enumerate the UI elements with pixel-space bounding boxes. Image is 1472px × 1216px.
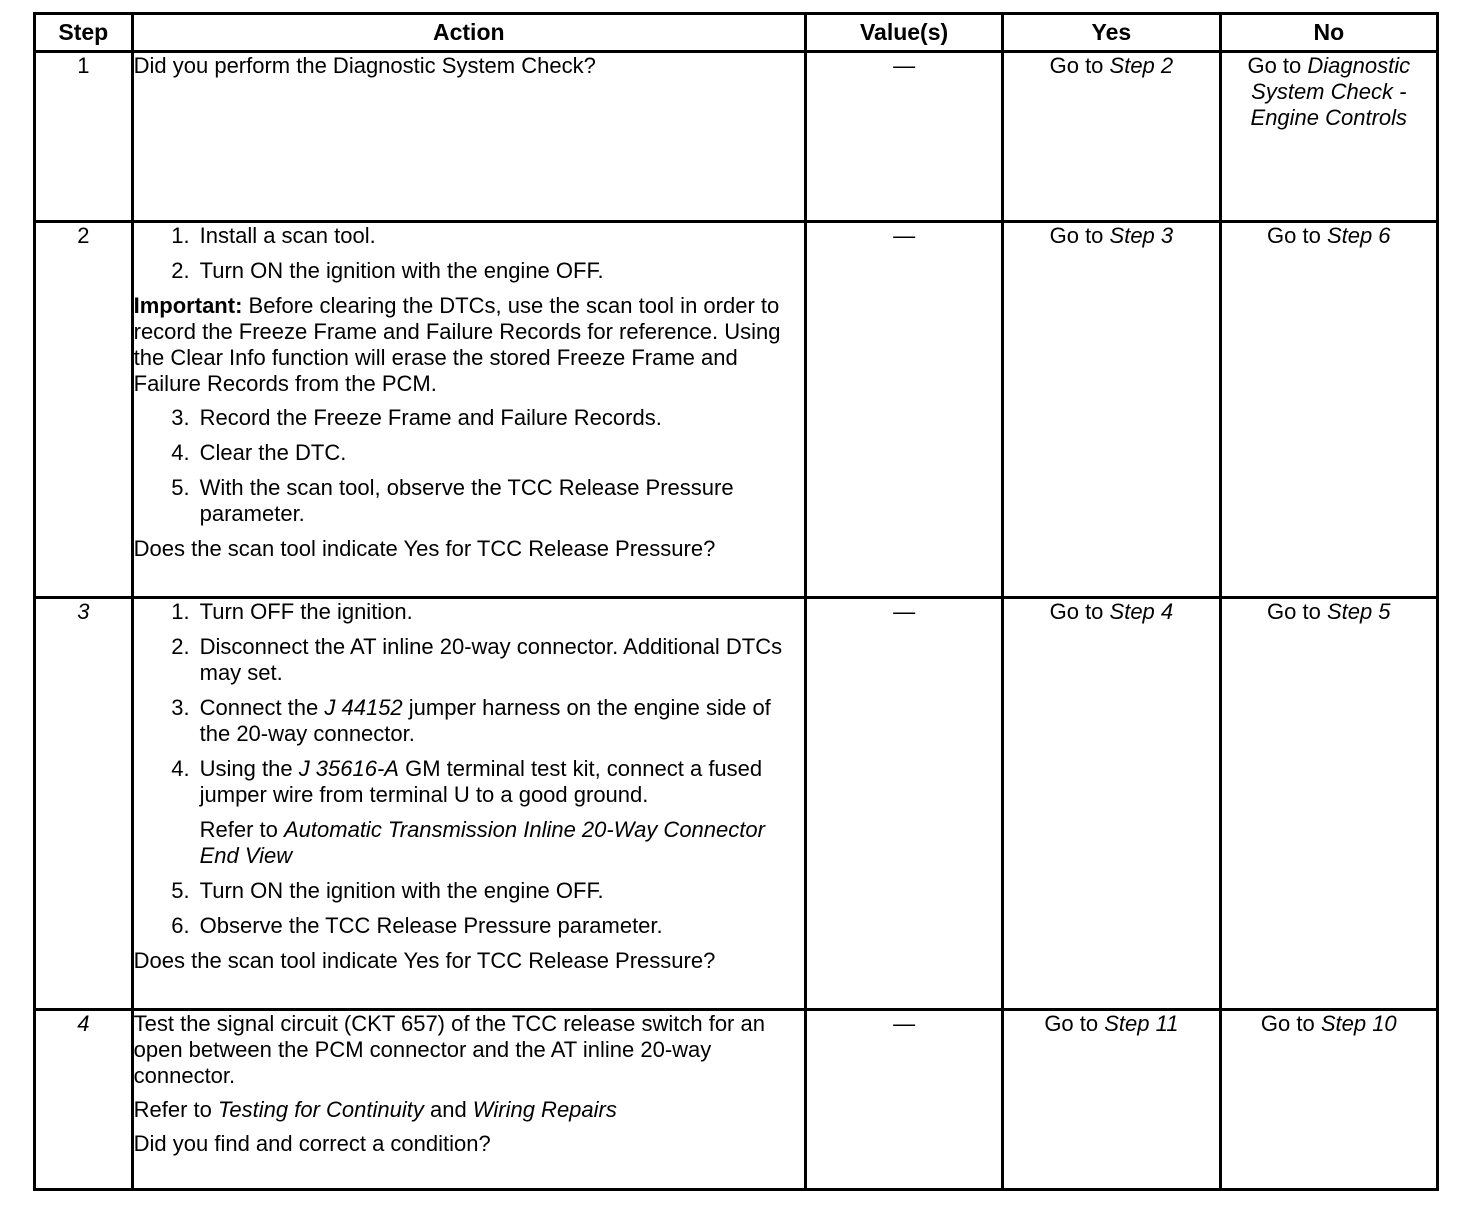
step-number: 3 xyxy=(35,598,133,1010)
item-number: 4. xyxy=(171,756,190,781)
item-text xyxy=(200,756,804,808)
no-cell xyxy=(1220,222,1437,598)
item-number: 6. xyxy=(171,913,190,938)
goto-label: Go to xyxy=(1049,53,1110,78)
instruction-list xyxy=(134,223,804,284)
item-text: Turn ON the ignition with the engine OFF. xyxy=(199,258,604,283)
goto-step-link[interactable]: Step 3 xyxy=(1109,223,1174,248)
list-item xyxy=(134,878,804,904)
item-number: 5. xyxy=(171,475,190,500)
continuity-test-link[interactable]: Testing for Continuity xyxy=(218,1097,424,1122)
goto-procedure-link[interactable]: Diagnostic System Check - Engine Controls xyxy=(1250,53,1411,130)
goto-label: Go to xyxy=(1049,599,1110,624)
list-item xyxy=(134,475,804,527)
value-cell: — xyxy=(805,222,1002,598)
item-text xyxy=(200,695,804,747)
no-cell xyxy=(1220,52,1437,222)
item-number: 3. xyxy=(171,695,190,720)
item-number: 2. xyxy=(171,258,190,283)
item-text: Turn OFF the ignition. xyxy=(199,599,413,624)
list-item xyxy=(134,695,804,747)
value-cell: — xyxy=(805,598,1002,1010)
action-cell xyxy=(132,598,805,1010)
instruction-text: Test the signal circuit (CKT 657) of the TCC release switch for an open between the PCM connector and the AT inline 20-way connector. xyxy=(133,1011,765,1088)
goto-label: Go to xyxy=(1247,53,1308,78)
yes-cell xyxy=(1003,1010,1220,1190)
instruction-list xyxy=(134,599,804,939)
text-fragment: jumper harness on the engine side of the 20-way connector. xyxy=(199,695,771,746)
list-item xyxy=(134,756,804,808)
wiring-repairs-link[interactable]: Wiring Repairs xyxy=(472,1097,617,1122)
yes-cell xyxy=(1003,222,1220,598)
table-row xyxy=(35,222,1438,598)
table-row xyxy=(35,1010,1438,1190)
item-text: Observe the TCC Release Pressure parameter. xyxy=(199,913,663,938)
goto-label: Go to xyxy=(1267,223,1327,248)
no-cell xyxy=(1220,1010,1437,1190)
action-cell xyxy=(132,222,805,598)
list-item xyxy=(134,258,804,284)
item-text: Record the Freeze Frame and Failure Records. xyxy=(199,405,662,430)
question-text: Does the scan tool indicate Yes for TCC Release Pressure? xyxy=(133,536,716,561)
list-item xyxy=(134,405,804,431)
header-yes: Yes xyxy=(1003,14,1220,52)
yes-cell xyxy=(1003,598,1220,1010)
list-item xyxy=(134,223,804,249)
item-number: 1. xyxy=(171,223,190,248)
connector-end-view-link[interactable]: Automatic Transmission Inline 20-Way Connector End View xyxy=(199,817,765,868)
refer-note xyxy=(134,1097,804,1123)
table-row xyxy=(35,598,1438,1010)
header-no: No xyxy=(1220,14,1437,52)
important-label: Important: xyxy=(133,293,243,318)
item-text: Turn ON the ignition with the engine OFF. xyxy=(199,878,604,903)
goto-step-link[interactable]: Step 10 xyxy=(1320,1011,1397,1036)
goto-label: Go to xyxy=(1049,223,1110,248)
header-action: Action xyxy=(132,14,805,52)
item-number: 1. xyxy=(171,599,190,624)
goto-step-link[interactable]: Step 4 xyxy=(1109,599,1174,624)
important-text: Before clearing the DTCs, use the scan tool in order to record the Freeze Frame and Failure Records for reference. Using the Clear Info function will erase the stored Freeze Frame and Failure Records from the PCM. xyxy=(133,293,781,396)
header-values: Value(s) xyxy=(805,14,1002,52)
question-text: Does the scan tool indicate Yes for TCC Release Pressure? xyxy=(133,948,716,973)
list-item xyxy=(134,599,804,625)
list-item xyxy=(134,913,804,939)
diagnostic-table xyxy=(33,12,1439,1191)
text-fragment: and xyxy=(423,1097,473,1122)
item-text: Disconnect the AT inline 20-way connector. Additional DTCs may set. xyxy=(199,634,783,685)
list-item xyxy=(134,634,804,686)
tool-reference: J 44152 xyxy=(324,695,403,720)
goto-step-link[interactable]: Step 6 xyxy=(1326,223,1391,248)
question-text: Did you find and correct a condition? xyxy=(133,1131,491,1156)
step-number: 4 xyxy=(35,1010,133,1190)
header-row xyxy=(35,14,1438,52)
item-number: 4. xyxy=(171,440,190,465)
item-text: With the scan tool, observe the TCC Release Pressure parameter. xyxy=(199,475,734,526)
refer-note xyxy=(190,817,804,869)
instruction-list xyxy=(134,405,804,527)
yes-cell xyxy=(1003,52,1220,222)
item-number: 3. xyxy=(171,405,190,430)
text-fragment: Using the xyxy=(199,756,299,781)
step-number: 2 xyxy=(35,222,133,598)
text-fragment: Connect the xyxy=(199,695,325,720)
header-step: Step xyxy=(35,14,133,52)
item-text: Clear the DTC. xyxy=(199,440,347,465)
goto-step-link[interactable]: Step 2 xyxy=(1109,53,1174,78)
goto-step-link[interactable]: Step 11 xyxy=(1104,1011,1179,1036)
step-number: 1 xyxy=(35,52,133,222)
value-cell: — xyxy=(805,1010,1002,1190)
value-cell: — xyxy=(805,52,1002,222)
question-text: Did you perform the Diagnostic System Check? xyxy=(133,53,596,78)
important-note xyxy=(134,293,804,397)
text-fragment: Refer to xyxy=(133,1097,218,1122)
table-row xyxy=(35,52,1438,222)
text-fragment: GM terminal test kit, connect a fused jumper wire from terminal U to a good ground. xyxy=(199,756,763,807)
item-text: Install a scan tool. xyxy=(199,223,376,248)
item-number: 5. xyxy=(171,878,190,903)
tool-reference: J 35616-A xyxy=(298,756,399,781)
goto-label: Go to xyxy=(1260,1011,1321,1036)
goto-step-link[interactable]: Step 5 xyxy=(1326,599,1391,624)
goto-label: Go to xyxy=(1267,599,1327,624)
action-cell xyxy=(132,52,805,222)
text-fragment: Refer to xyxy=(199,817,284,842)
list-item xyxy=(134,440,804,466)
item-number: 2. xyxy=(171,634,190,659)
action-cell xyxy=(132,1010,805,1190)
no-cell xyxy=(1220,598,1437,1010)
goto-label: Go to xyxy=(1044,1011,1105,1036)
